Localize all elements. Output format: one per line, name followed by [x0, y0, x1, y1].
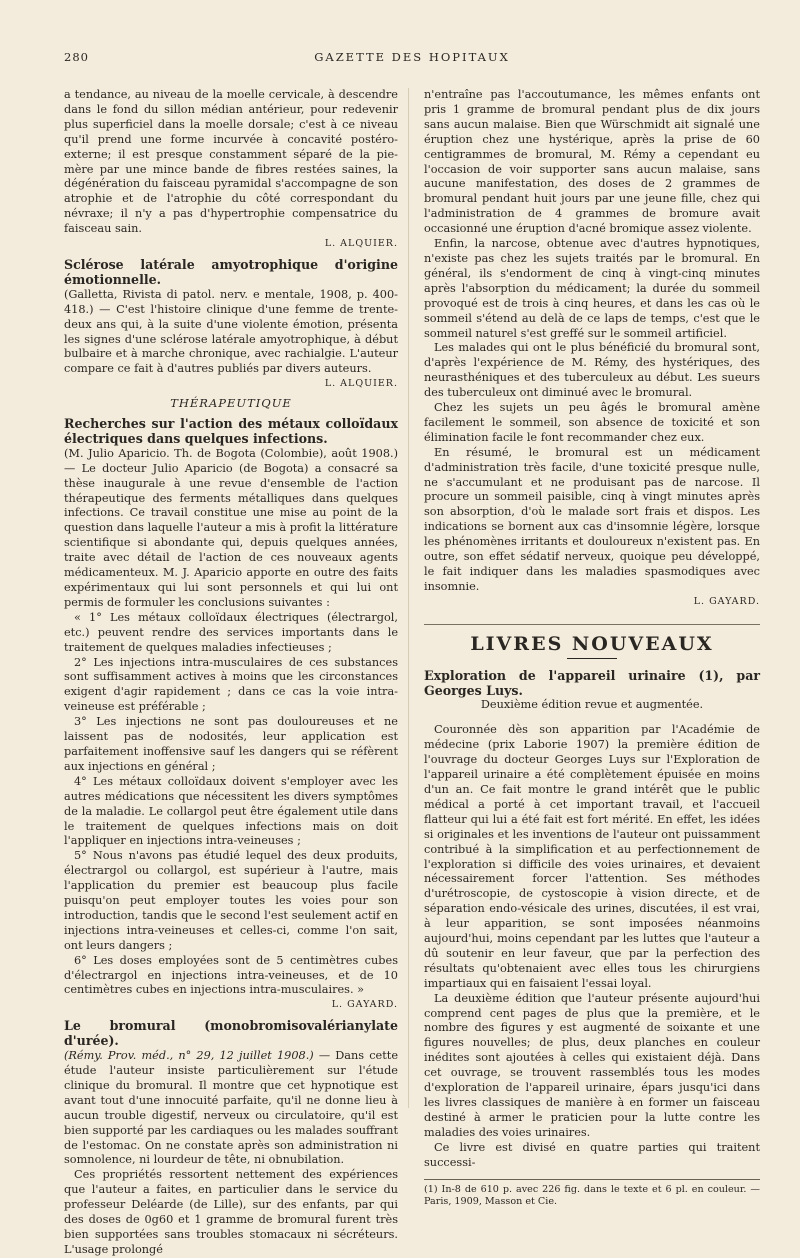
column-divider	[408, 88, 409, 1108]
article-title: Recherches sur l'action des métaux colloïdaux électriques dans quelques infections.	[64, 416, 398, 446]
books-heading: LIVRES NOUVEAUX	[470, 632, 714, 655]
intro-signature: L. ALQUIER.	[324, 238, 398, 250]
section-heading: THÉRAPEUTIQUE	[170, 396, 292, 411]
article-paragraph: 3° Les injections ne sont pas douloureuses et ne laissent pas de nodosités, leur application est parfaitement inoffensive sauf les dangers qui se réfèrent aux injections en général ;	[64, 715, 398, 773]
left-column	[64, 88, 398, 1258]
book-subtitle: Deuxième édition revue et augmentée.	[480, 698, 704, 712]
review-paragraph: Ce livre est divisé en quatre parties qui traitent successi-	[424, 1140, 760, 1169]
article-paragraph: n'entraîne pas l'accoutumance, les mêmes enfants ont pris 1 gramme de bromural pendant plus de dix jours sans aucun malaise. Bien que Würschmidt ait signalé une éruption chez une hystérique, après la prise de 60 centigrammes de bromural, M. Rémy a cependant eu l'occasion de voir supporter sans aucun malaise, sans aucune manifestation, des doses de 2 grammes de bromural pendant huit jours par une jeune fille, chez qui l'administration de 4 grammes de bromure avait occasionné une éruption d'acné bromique assez violente.	[424, 88, 760, 236]
citation-text: (Galletta, Rivista di patol. nerv. e mentale, 1908, p. 400-418.)	[64, 287, 398, 316]
article-signature: L. GAYARD.	[693, 595, 760, 607]
article-paragraph: 2° Les injections intra-musculaires de ces substances sont suffisamment actives à moins que les circonstances exigent d'agir rapidement ; dans ce cas la voie intra-veineuse est préférable ;	[64, 655, 398, 714]
article-paragraph: En résumé, le bromural est un médicament d'administration très facile, d'une toxicité presque nulle, ne s'accumulant et ne produisant pas de narcose. Il procure un sommeil paisible, cinq à vingt minutes après son absorption, d'où le malade sort frais et dispos. Les indications se bornent aux cas d'insomnie légère, lorsque les phénomènes irritants et douloureux n'existent pas. En outre, son effet sédatif nerveux, quoique peu développé, le fait indiquer dans les maladies spasmodiques avec insomnie.	[424, 445, 760, 593]
article-paragraph: — Dans cette étude l'auteur insiste particulièrement sur l'étude clinique du bromural. Il montre que cet hypnotique est avant tout d'une innocuité parfaite, qu'il ne donne lieu à aucun trouble digestif, nerveux ou circulatoire, qu'il est bien supporté par les cardiaques ou les malades souffrant de l'estomac. On ne constate après son administration ni somnolence, ni lourdeur de tête, ni obnubilation.	[64, 1049, 398, 1167]
article-paragraph: 6° Les doses employées sont de 5 centimètres cubes d'électrargol en injections intra-veineuses, et de 10 centimètres cubes en injections intra-musculaires. »	[64, 953, 398, 997]
citation-text: (Rémy. Prov. méd., n° 29, 12 juillet 1908.)	[64, 1049, 314, 1063]
article-paragraph: Ces propriétés ressortent nettement des expériences que l'auteur a faites, en particulier dans le service du professeur Deléarde (de Lille), sur des enfants, par qui des doses de 0g60 et 1 gramme de bromural furent très bien supportées sans troubles stomacaux ni sécréteurs. L'usage prolongé	[64, 1168, 398, 1256]
intro-paragraph: a tendance, au niveau de la moelle cervicale, à descendre dans le fond du sillon médian antérieur, pour redevenir plus superficiel dans la moelle dorsale; c'est à ce niveau qu'il prend une forme incurvée à concavité postéro-externe; il est presque constamment séparé de la pie-mère par une mince bande de fibres restées saines, la dégénération du faisceau pyramidal s'accompagne de son atrophie et de l'atrophie du côté correspondant du névraxe; il n'y a pas d'hypertrophie compensatrice du faisceau sain.	[64, 88, 398, 236]
footnote-rule	[424, 1179, 760, 1180]
article-citation	[64, 288, 398, 377]
article-body: — C'est l'histoire clinique d'une femme de trente-deux ans qui, à la suite d'une violente émotion, présenta les signes d'une sclérose latérale amyotrophique, à début bulbaire et à marche chronique, avec rachialgie. L'auteur compare ce fait à d'autres publiés par divers auteurs.	[64, 302, 398, 376]
page-number: 280	[64, 50, 89, 64]
article-paragraph: — Le docteur Julio Aparicio (de Bogota) a consacré sa thèse inaugurale à une revue d'ensemble de l'action thérapeutique des ferments métalliques dans quelques infections. Ce travail constitue une mise au point de la question dans laquelle l'auteur a mis à profit la littérature scientifique si abondante qui, depuis quelques années, traite avec détail de l'action de ces nouveaux agents médicamenteux. M. J. Aparicio apporte en outre des faits expérimentaux qui lui sont personnels et qui lui ont permis de formuler les conclusions suivantes :	[64, 461, 398, 609]
footnote: (1) In-8 de 610 p. avec 226 fig. dans le texte et 6 pl. en couleur. — Paris, 1909, Masson et Cie.	[424, 1183, 760, 1207]
book-title: Exploration de l'appareil urinaire (1), par Georges Luys.	[424, 667, 760, 698]
article-paragraph: 4° Les métaux colloïdaux doivent s'employer avec les autres médications que nécessitent les divers symptômes de la maladie. Le collargol peut être également utile dans le traitement de quelques infections mais on doit l'appliquer en injections intra-veineuses ;	[64, 774, 398, 848]
review-paragraph: La deuxième édition que l'auteur présente aujourd'hui comprend cent pages de plus que la première, et le nombre des figures y est augmenté de soixante et une figures nouvelles; de plus, deux planches en couleur inédites sont ajoutées à celles qui existaient déjà. Dans cet ouvrage, se trouvent rassemblés tous les modes d'exploration de l'appareil urinaire, épars jusqu'ici dans les livres classiques de manière à en former un faisceau destiné à armer le praticien pour la lutte contre les maladies des voies urinaires.	[424, 991, 760, 1139]
heading-underline	[567, 658, 617, 659]
article-title: Le bromural (monobromisovalérianylate d'urée).	[64, 1018, 398, 1049]
article-signature: L. ALQUIER.	[324, 378, 398, 390]
review-paragraph: Couronnée dès son apparition par l'Académie de médecine (prix Laborie 1907) la première édition de l'ouvrage du docteur Georges Luys sur l'Exploration de l'appareil urinaire a été complètement épuisée en moins d'un an. Ce fait montre le grand intérêt que le public médical a porté à cet important travail, et l'accueil flatteur qui lui a été fait est fort mérité. En effet, les idées si originales et les inventions de l'auteur ont puissamment contribué à la simplification et au perfectionnement de l'exploration si difficile des voies urinaires, et devaient nécessairement forcer l'attention. Ses méthodes d'urétroscopie, de cystoscopie à vision directe, et de séparation endo-vésicale des urines, discutées, il est vrai, à leur apparition, se sont imposées néanmoins aujourd'hui, moins cependant par les luttes que l'auteur a dû soutenir en leur faveur, que par la perfection des résultats qu'obtenaient avec elles tous les chirurgiens impartiaux qui en faisaient l'essai loyal.	[424, 723, 760, 990]
article-signature: L. GAYARD.	[331, 999, 398, 1011]
right-column	[424, 88, 760, 1208]
page-header	[64, 50, 760, 70]
article-paragraph: Enfin, la narcose, obtenue avec d'autres hypnotiques, n'existe pas chez les sujets traités par le bromural. En général, ils s'endorment de cinq à vingt-cinq minutes après l'absorption du médicament; la durée du sommeil provoqué est de trois à cinq heures, et dans les cas où le sommeil s'étend au delà de ce laps de temps, c'est que le sommeil naturel s'est greffé sur le sommeil artificiel.	[424, 237, 760, 340]
article-citation	[64, 447, 398, 611]
article-paragraph: Les malades qui ont le plus bénéficié du bromural sont, d'après l'expérience de M. Rémy, des hystériques, des neurasthéniques et des tuberculeux au début. Les sueurs des tuberculeux ont diminué avec le bromural.	[424, 341, 760, 400]
article-paragraph: « 1° Les métaux colloïdaux électriques (électrargol, etc.) peuvent rendre des services importants dans le traitement de quelques maladies infectieuses ;	[64, 610, 398, 654]
section-rule	[424, 624, 760, 625]
article-paragraph: 5° Nous n'avons pas étudié lequel des deux produits, électrargol ou collargol, est supérieur à l'autre, mais l'application du premier est beaucoup plus facile puisqu'on peut employer toutes les voies pour son introduction, tandis que le second l'est seulement actif en injections intra-veineuses et celles-ci, comme l'on sait, ont leurs dangers ;	[64, 849, 398, 952]
article-citation	[64, 1049, 398, 1168]
journal-title: GAZETTE DES HOPITAUX	[314, 50, 510, 64]
article-paragraph: Chez les sujets un peu âgés le bromural amène facilement le sommeil, son absence de toxicité et son élimination facile le font recommander chez eux.	[424, 401, 760, 444]
citation-text: (M. Julio Aparicio. Th. de Bogota (Colombie), août 1908.)	[64, 446, 398, 460]
article-title: Sclérose latérale amyotrophique d'origine émotionnelle.	[64, 256, 398, 287]
